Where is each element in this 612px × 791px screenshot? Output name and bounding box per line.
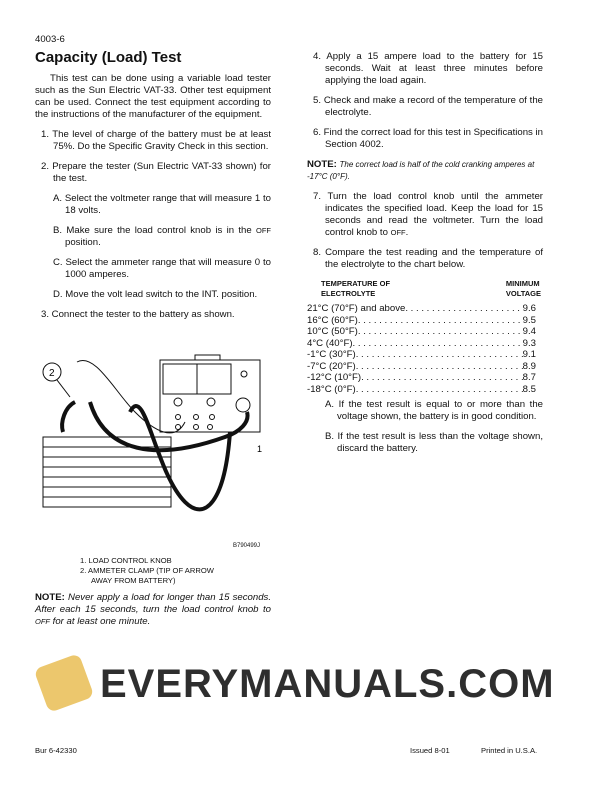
temperature-cell: -12°C (10°F) <box>307 372 362 383</box>
step-7-end: . <box>405 227 409 238</box>
voltage-cell: 9.5 <box>522 314 536 326</box>
temperature-cell: -18°C (0°F) <box>307 383 356 395</box>
voltage-cell: 9.6 <box>522 303 536 314</box>
table-row <box>307 384 536 396</box>
step-3: 3. Connect the tester to the battery as shown. <box>41 309 235 320</box>
intro-paragraph: This test can be done using a variable load tester such as the Sun Electric VAT-33. Other test equipment can be used. Connect the test equipment according to the instructions of the manufacturer of the equipment. <box>35 73 271 120</box>
step-7-text: 7. Turn the load control knob until the ammeter indicates the specified load. Keep the load for 15 seconds and read the voltmeter. Turn the load control knob to <box>313 191 543 238</box>
voltage-cell: 9.1 <box>522 349 536 360</box>
left-column <box>35 73 271 329</box>
note-text: Never apply a load for longer than 15 seconds. After each 15 seconds, turn the load control knob to <box>35 592 271 615</box>
table-row <box>307 326 536 338</box>
note-text: The correct load is half of the cold cranking amperes at -17°C (0°F). <box>307 160 535 181</box>
voltage-cell: 9.4 <box>522 326 536 337</box>
figure-code-label: B790499J <box>233 543 261 549</box>
footer-doc-number: Bur 6-42330 <box>35 746 77 755</box>
callout-1: 1 <box>257 444 263 454</box>
step-2d: D. Move the volt lead switch to the INT. position. <box>53 289 258 300</box>
step-6: 6. Find the correct load for this test in Specifications in Section 4002. <box>313 127 543 150</box>
note-label: NOTE: <box>35 592 65 603</box>
legend-item-2: 2. AMMETER CLAMP (TIP OF ARROW <box>80 566 214 575</box>
voltage-cell: 8.9 <box>522 360 536 372</box>
right-column <box>307 51 543 463</box>
header-line: TEMPERATURE OF <box>321 279 391 288</box>
leader-dots <box>361 372 523 384</box>
header-line: MINIMUM <box>505 279 540 288</box>
voltage-cell: 8.5 <box>522 383 536 395</box>
step-2c: C. Select the ammeter range that will measure 0 to 1000 amperes. <box>53 257 271 280</box>
watermark-logo <box>34 653 95 713</box>
temperature-cell: -7°C (20°F) <box>307 360 356 372</box>
temperature-cell: 16°C (60°F) <box>307 314 358 326</box>
leader-dots <box>353 338 523 350</box>
temperature-cell: 10°C (50°F) <box>307 326 358 337</box>
leader-dots <box>405 303 522 315</box>
step-4: 4. Apply a 15 ampere load to the battery for 15 seconds. Wait at least three minutes before applying the load again. <box>313 51 543 86</box>
leader-dots <box>358 326 523 338</box>
table-row <box>307 303 536 315</box>
right-note <box>307 159 543 183</box>
legend-item-2-cont: AWAY FROM BATTERY) <box>91 576 176 585</box>
step-2b <box>53 225 271 249</box>
note-text-end: for at least one minute. <box>50 616 151 627</box>
step-1: 1. The level of charge of the battery must be at least 75%. Do the Specific Gravity Check in this section. <box>41 129 271 152</box>
load-control-knob <box>236 398 250 412</box>
leader-dots <box>356 349 523 361</box>
table-row <box>307 338 536 350</box>
off-label: OFF <box>390 228 406 237</box>
result-b: B. If the test result is less than the voltage shown, discard the battery. <box>325 431 543 454</box>
off-label: OFF <box>35 617 50 626</box>
temperature-header <box>321 279 390 299</box>
figure-legend <box>80 556 214 586</box>
leader-dots <box>356 361 523 373</box>
left-note <box>35 592 271 628</box>
table-row <box>307 361 536 373</box>
table-row <box>307 315 536 327</box>
legend-item-1: 1. LOAD CONTROL KNOB <box>80 556 172 565</box>
page-number: 4003-6 <box>35 34 65 45</box>
watermark: EVERYMANUALS.COM <box>100 662 555 706</box>
page-title: Capacity (Load) Test <box>35 49 182 66</box>
temperature-cell: 4°C (40°F) <box>307 337 353 349</box>
header-line: VOLTAGE <box>505 289 541 298</box>
step-5: 5. Check and make a record of the temperature of the electrolyte. <box>313 95 543 118</box>
temperature-cell: -1°C (30°F) <box>307 349 356 360</box>
leader-dots <box>356 384 523 396</box>
table-row <box>307 372 536 384</box>
table-header <box>321 279 541 299</box>
table-row <box>307 349 536 361</box>
leader-dots <box>358 315 523 327</box>
off-label: OFF <box>256 226 271 235</box>
voltage-header <box>506 279 541 299</box>
callout-2: 2 <box>49 368 55 379</box>
step-8: 8. Compare the test reading and the temperature of the electrolyte to the chart below. <box>313 247 543 270</box>
temperature-cell: 21°C (70°F) and above <box>307 303 406 314</box>
step-7 <box>313 191 543 239</box>
voltage-table <box>307 303 543 395</box>
footer-printed: Printed in U.S.A. <box>481 746 538 755</box>
step-2b-text-end: position. <box>65 237 101 248</box>
note-label: NOTE: <box>307 159 337 170</box>
header-line: ELECTROLYTE <box>321 289 376 298</box>
voltage-cell: 9.3 <box>522 337 536 349</box>
footer-issued: Issued 8-01 <box>410 746 450 755</box>
result-a: A. If the test result is equal to or more than the voltage shown, the battery is in good condition. <box>325 399 543 422</box>
step-2: 2. Prepare the tester (Sun Electric VAT-33 shown) for the test. <box>41 161 271 184</box>
step-2b-text: B. Make sure the load control knob is in the <box>53 225 256 236</box>
voltage-cell: 8.7 <box>522 372 536 383</box>
battery-tester-illustration <box>35 352 275 542</box>
step-2a: A. Select the voltmeter range that will measure 1 to 18 volts. <box>53 193 271 216</box>
